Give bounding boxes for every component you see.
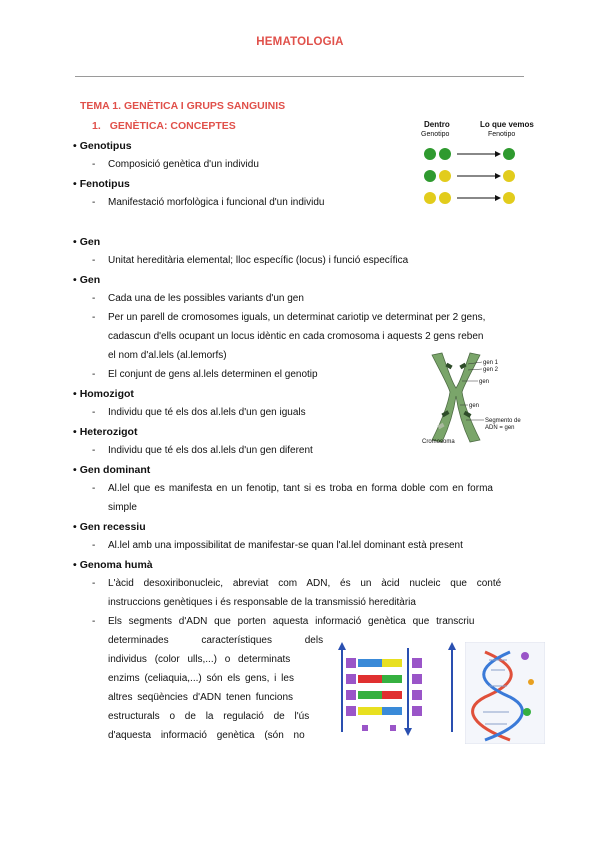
term-gen-recessiu: • Gen recessiu xyxy=(73,521,146,533)
helix-background xyxy=(465,642,545,744)
strand-arrow-head xyxy=(448,642,456,650)
chromosome-figure xyxy=(420,350,530,445)
molecule-icon xyxy=(528,679,534,685)
genotype-phenotype-figure xyxy=(415,118,540,213)
document-title: HEMATOLOGIA xyxy=(256,36,344,48)
term-genotipus: • Genotipus xyxy=(73,140,132,152)
label-gen-4: gen xyxy=(469,403,480,409)
allele-ball xyxy=(424,170,436,182)
label-gen-3: gen xyxy=(479,379,490,385)
fig-left-title: Dentro xyxy=(424,120,450,129)
section-number: 1. xyxy=(92,120,101,132)
allele-ball xyxy=(439,170,451,182)
dna-diagram-figure xyxy=(338,640,460,740)
term-heterozigot: • Heterozigot xyxy=(73,426,138,438)
term-fenotipus: • Fenotipus xyxy=(73,178,130,190)
allele-ball xyxy=(424,192,436,204)
term-gen-2: • Gen xyxy=(73,274,101,286)
tema-heading: TEMA 1. GENÈTICA I GRUPS SANGUINIS xyxy=(80,100,286,112)
label-segment-line2: ADN = gen xyxy=(485,425,515,431)
label-segment-line1: Segmento de xyxy=(485,418,521,424)
molecule-icon xyxy=(523,708,531,716)
arrow-head xyxy=(495,173,501,179)
dna-helix-figure xyxy=(465,642,545,744)
arrow-head xyxy=(495,151,501,157)
label-gen-1: gen 1 xyxy=(483,360,499,366)
label-gen-2: gen 2 xyxy=(483,367,499,373)
strand-arrow-head xyxy=(404,728,412,736)
arrow-head xyxy=(495,195,501,201)
molecule-icon xyxy=(521,652,529,660)
fig-left-subtitle: Genotipo xyxy=(421,131,450,138)
phenotype-ball xyxy=(503,170,515,182)
fig-right-title: Lo que vemos xyxy=(480,120,534,129)
term-gen-1: • Gen xyxy=(73,236,101,248)
section-title: GENÈTICA: CONCEPTES xyxy=(109,120,236,132)
term-genoma-huma: • Genoma humà xyxy=(73,559,153,571)
label-cromosoma: Cromosoma xyxy=(422,439,455,445)
phenotype-ball xyxy=(503,192,515,204)
term-gen-dominant: • Gen dominant xyxy=(73,464,151,476)
allele-ball xyxy=(439,192,451,204)
fig-right-subtitle: Fenotipo xyxy=(488,131,516,138)
allele-ball xyxy=(439,148,451,160)
base-pair-rows xyxy=(346,658,422,731)
section-heading xyxy=(92,120,236,132)
header-rule xyxy=(75,76,524,77)
strand-arrow-head xyxy=(338,642,346,650)
allele-ball xyxy=(424,148,436,160)
phenotype-ball xyxy=(503,148,515,160)
term-homozigot: • Homozigot xyxy=(73,388,134,400)
